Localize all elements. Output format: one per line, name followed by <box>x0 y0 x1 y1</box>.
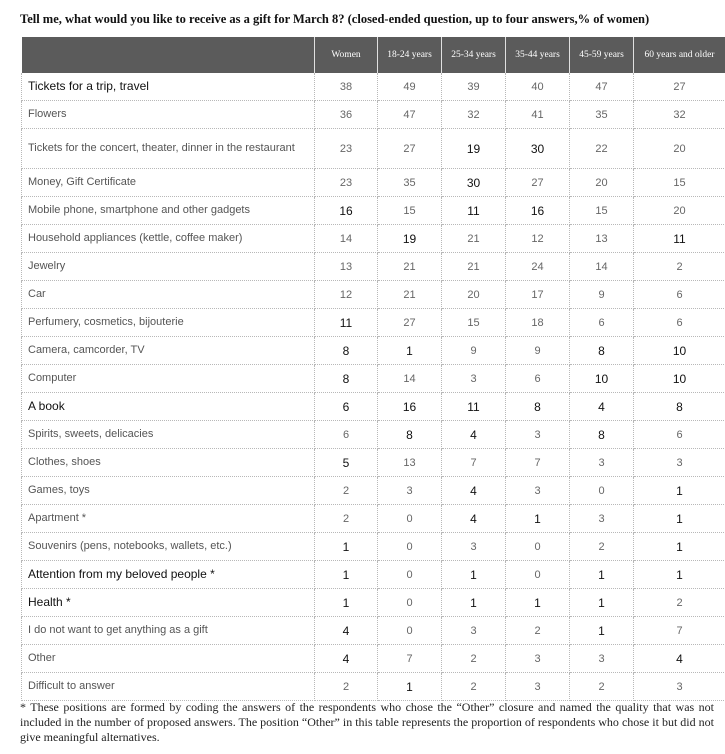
value-cell: 24 <box>506 253 570 281</box>
value-cell: 15 <box>634 169 725 197</box>
value-cell: 7 <box>378 645 442 673</box>
row-label: Perfumery, cosmetics, bijouterie <box>22 309 315 337</box>
value-cell: 1 <box>634 477 725 505</box>
value-cell: 9 <box>570 281 634 309</box>
value-cell: 1 <box>634 533 725 561</box>
value-cell: 38 <box>315 73 378 101</box>
value-cell: 8 <box>378 421 442 449</box>
value-cell: 3 <box>570 505 634 533</box>
value-cell: 21 <box>442 225 506 253</box>
value-cell: 39 <box>442 73 506 101</box>
value-cell: 10 <box>570 365 634 393</box>
value-cell: 2 <box>315 477 378 505</box>
value-cell: 49 <box>378 73 442 101</box>
row-label: Difficult to answer <box>22 673 315 701</box>
value-cell: 30 <box>442 169 506 197</box>
value-cell: 0 <box>378 589 442 617</box>
value-cell: 21 <box>378 253 442 281</box>
value-cell: 0 <box>506 533 570 561</box>
value-cell: 2 <box>634 589 725 617</box>
value-cell: 27 <box>378 129 442 169</box>
value-cell: 7 <box>442 449 506 477</box>
value-cell: 1 <box>506 589 570 617</box>
value-cell: 15 <box>442 309 506 337</box>
value-cell: 18 <box>506 309 570 337</box>
table-row <box>22 253 725 281</box>
value-cell: 15 <box>378 197 442 225</box>
header-blank <box>22 37 315 73</box>
value-cell: 3 <box>442 533 506 561</box>
column-header: 35-44 years <box>506 37 570 73</box>
value-cell: 1 <box>315 561 378 589</box>
value-cell: 12 <box>506 225 570 253</box>
row-label: Tickets for the concert, theater, dinner in the restaurant <box>22 129 315 169</box>
value-cell: 40 <box>506 73 570 101</box>
table-row <box>22 101 725 129</box>
value-cell: 10 <box>634 365 725 393</box>
column-header: Women <box>315 37 378 73</box>
row-label: Other <box>22 645 315 673</box>
value-cell: 13 <box>570 225 634 253</box>
value-cell: 3 <box>506 645 570 673</box>
value-cell: 8 <box>570 421 634 449</box>
row-label: Health * <box>22 589 315 617</box>
value-cell: 2 <box>634 253 725 281</box>
table-row <box>22 169 725 197</box>
row-label: Mobile phone, smartphone and other gadgets <box>22 197 315 225</box>
value-cell: 4 <box>315 645 378 673</box>
value-cell: 35 <box>378 169 442 197</box>
value-cell: 6 <box>634 281 725 309</box>
row-label: A book <box>22 393 315 421</box>
value-cell: 14 <box>570 253 634 281</box>
row-label: Attention from my beloved people * <box>22 561 315 589</box>
table-row <box>22 505 725 533</box>
value-cell: 27 <box>634 73 725 101</box>
value-cell: 20 <box>570 169 634 197</box>
value-cell: 4 <box>442 477 506 505</box>
value-cell: 3 <box>378 477 442 505</box>
value-cell: 3 <box>570 449 634 477</box>
value-cell: 4 <box>634 645 725 673</box>
column-header: 25-34 years <box>442 37 506 73</box>
value-cell: 2 <box>442 645 506 673</box>
value-cell: 27 <box>506 169 570 197</box>
value-cell: 12 <box>315 281 378 309</box>
value-cell: 3 <box>634 673 725 701</box>
value-cell: 7 <box>634 617 725 645</box>
value-cell: 21 <box>378 281 442 309</box>
value-cell: 1 <box>315 589 378 617</box>
value-cell: 1 <box>378 337 442 365</box>
value-cell: 1 <box>442 561 506 589</box>
value-cell: 0 <box>378 561 442 589</box>
value-cell: 3 <box>442 617 506 645</box>
value-cell: 4 <box>442 505 506 533</box>
table-row <box>22 129 725 169</box>
value-cell: 19 <box>378 225 442 253</box>
value-cell: 13 <box>378 449 442 477</box>
value-cell: 11 <box>634 225 725 253</box>
row-label: Spirits, sweets, delicacies <box>22 421 315 449</box>
value-cell: 1 <box>570 617 634 645</box>
value-cell: 2 <box>315 505 378 533</box>
value-cell: 47 <box>378 101 442 129</box>
table-row <box>22 477 725 505</box>
value-cell: 4 <box>442 421 506 449</box>
row-label: Flowers <box>22 101 315 129</box>
table-title: Tell me, what would you like to receive as a gift for March 8? (closed-ended question, up to four answers,% of women) <box>20 12 650 26</box>
value-cell: 8 <box>570 337 634 365</box>
row-label: Souvenirs (pens, notebooks, wallets, etc.) <box>22 533 315 561</box>
value-cell: 6 <box>506 365 570 393</box>
value-cell: 6 <box>634 421 725 449</box>
table-row <box>22 421 725 449</box>
column-header: 60 years and older <box>634 37 725 73</box>
column-header: 45-59 years <box>570 37 634 73</box>
value-cell: 1 <box>634 561 725 589</box>
value-cell: 16 <box>378 393 442 421</box>
table-row <box>22 197 725 225</box>
table-row <box>22 673 725 701</box>
value-cell: 10 <box>634 337 725 365</box>
value-cell: 14 <box>378 365 442 393</box>
value-cell: 9 <box>506 337 570 365</box>
value-cell: 4 <box>315 617 378 645</box>
value-cell: 21 <box>442 253 506 281</box>
value-cell: 6 <box>634 309 725 337</box>
value-cell: 7 <box>506 449 570 477</box>
value-cell: 23 <box>315 169 378 197</box>
row-label: Apartment * <box>22 505 315 533</box>
value-cell: 3 <box>442 365 506 393</box>
value-cell: 0 <box>506 561 570 589</box>
value-cell: 13 <box>315 253 378 281</box>
row-label: Games, toys <box>22 477 315 505</box>
value-cell: 20 <box>634 197 725 225</box>
value-cell: 4 <box>570 393 634 421</box>
value-cell: 1 <box>634 505 725 533</box>
value-cell: 8 <box>315 365 378 393</box>
table-row <box>22 393 725 421</box>
table-row <box>22 449 725 477</box>
value-cell: 32 <box>442 101 506 129</box>
row-label: Household appliances (kettle, coffee maker) <box>22 225 315 253</box>
value-cell: 6 <box>315 393 378 421</box>
table-row <box>22 365 725 393</box>
value-cell: 15 <box>570 197 634 225</box>
row-label: Clothes, shoes <box>22 449 315 477</box>
value-cell: 19 <box>442 129 506 169</box>
value-cell: 6 <box>315 421 378 449</box>
value-cell: 41 <box>506 101 570 129</box>
value-cell: 14 <box>315 225 378 253</box>
row-label: Money, Gift Certificate <box>22 169 315 197</box>
row-label: Tickets for a trip, travel <box>22 73 315 101</box>
row-label: Car <box>22 281 315 309</box>
value-cell: 1 <box>570 561 634 589</box>
value-cell: 20 <box>442 281 506 309</box>
value-cell: 9 <box>442 337 506 365</box>
table-row <box>22 533 725 561</box>
value-cell: 1 <box>570 589 634 617</box>
table-body <box>22 73 725 701</box>
value-cell: 2 <box>506 617 570 645</box>
value-cell: 47 <box>570 73 634 101</box>
value-cell: 0 <box>378 617 442 645</box>
value-cell: 36 <box>315 101 378 129</box>
value-cell: 8 <box>506 393 570 421</box>
row-label: Computer <box>22 365 315 393</box>
header-row <box>22 37 725 73</box>
value-cell: 11 <box>442 197 506 225</box>
value-cell: 0 <box>378 505 442 533</box>
value-cell: 11 <box>315 309 378 337</box>
table-row <box>22 589 725 617</box>
value-cell: 3 <box>634 449 725 477</box>
value-cell: 5 <box>315 449 378 477</box>
value-cell: 2 <box>570 673 634 701</box>
value-cell: 3 <box>506 673 570 701</box>
value-cell: 35 <box>570 101 634 129</box>
value-cell: 2 <box>570 533 634 561</box>
value-cell: 11 <box>442 393 506 421</box>
value-cell: 3 <box>506 421 570 449</box>
table-row <box>22 281 725 309</box>
survey-table <box>21 37 725 701</box>
footnote: * These positions are formed by coding the answers of the respondents who chose the “Other” closure and named the quality that was not included in the number of proposed answers. The position “Other” in this table represents the proportion of respondents who chose it but did not give meaningful alternatives. <box>20 700 714 744</box>
value-cell: 0 <box>378 533 442 561</box>
row-label: Camera, camcorder, TV <box>22 337 315 365</box>
value-cell: 0 <box>570 477 634 505</box>
table-row <box>22 337 725 365</box>
value-cell: 1 <box>442 589 506 617</box>
row-label: Jewelry <box>22 253 315 281</box>
value-cell: 3 <box>506 477 570 505</box>
value-cell: 16 <box>506 197 570 225</box>
table-row <box>22 617 725 645</box>
value-cell: 8 <box>634 393 725 421</box>
table-row <box>22 561 725 589</box>
column-header: 18-24 years <box>378 37 442 73</box>
table-row <box>22 645 725 673</box>
value-cell: 1 <box>315 533 378 561</box>
value-cell: 32 <box>634 101 725 129</box>
value-cell: 23 <box>315 129 378 169</box>
row-label: I do not want to get anything as a gift <box>22 617 315 645</box>
value-cell: 17 <box>506 281 570 309</box>
value-cell: 16 <box>315 197 378 225</box>
table-row <box>22 309 725 337</box>
value-cell: 3 <box>570 645 634 673</box>
value-cell: 1 <box>506 505 570 533</box>
value-cell: 27 <box>378 309 442 337</box>
table-row <box>22 73 725 101</box>
value-cell: 1 <box>378 673 442 701</box>
value-cell: 8 <box>315 337 378 365</box>
value-cell: 6 <box>570 309 634 337</box>
value-cell: 22 <box>570 129 634 169</box>
value-cell: 2 <box>442 673 506 701</box>
value-cell: 2 <box>315 673 378 701</box>
value-cell: 20 <box>634 129 725 169</box>
table-row <box>22 225 725 253</box>
value-cell: 30 <box>506 129 570 169</box>
